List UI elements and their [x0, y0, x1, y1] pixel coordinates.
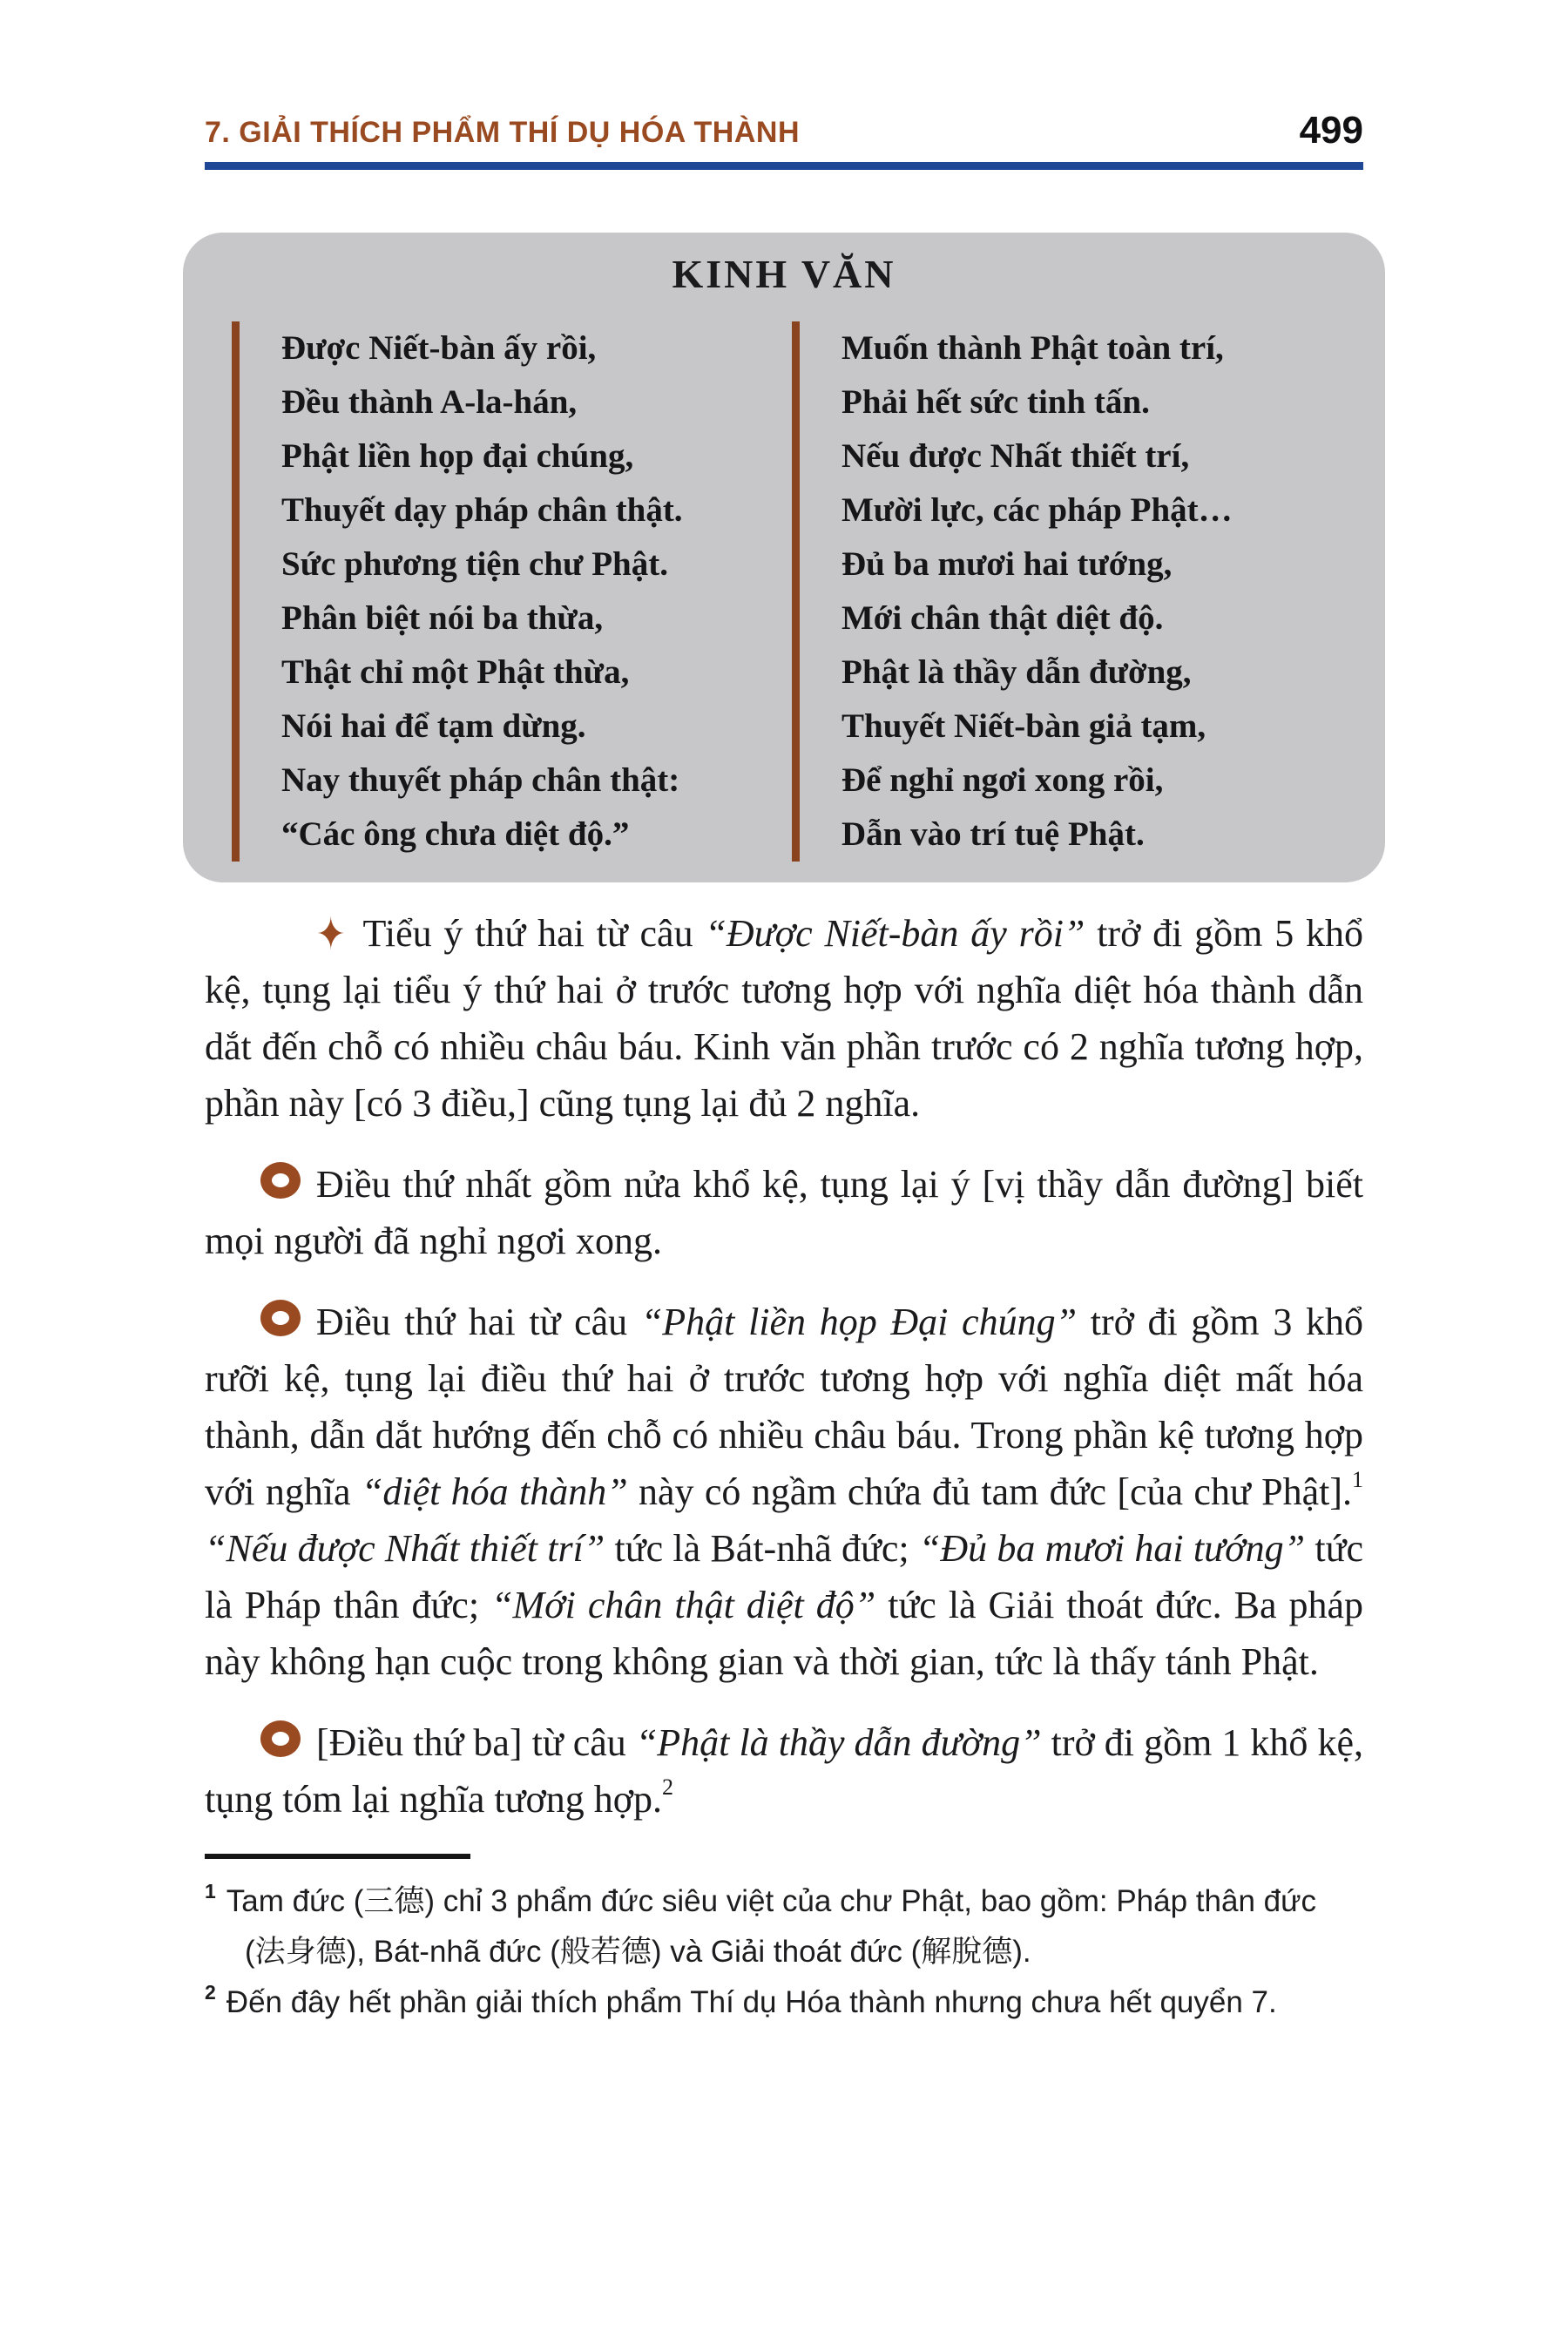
verse-line: Thuyết Niết-bàn giả tạm, [841, 707, 1206, 745]
verse-columns [232, 321, 1336, 862]
verse-line: Sức phương tiện chư Phật. [281, 545, 668, 583]
footnote-ref: 2 [662, 1774, 674, 1800]
verse-line: Phải hết sức tinh tấn. [841, 383, 1150, 421]
quoted-text: “diệt hóa thành” [361, 1470, 628, 1513]
verse-line: Nếu được Nhất thiết trí, [841, 437, 1190, 475]
quoted-text: “Mới chân thật diệt độ” [491, 1584, 876, 1626]
footnote-ref: 2 [205, 1981, 216, 2004]
ring-bullet-icon [260, 1720, 301, 1757]
verse-line: Mười lực, các pháp Phật… [841, 491, 1233, 529]
verse-line: Phật liền họp đại chúng, [281, 437, 634, 475]
ring-bullet-icon [260, 1162, 301, 1199]
footnote-text: Tam đức (三德) chỉ 3 phẩm đức siêu việt của chư Phật, bao gồm: Pháp thân đức (法身德), Bát-nhã đức (般若德) và Giải thoát đức (解脫德). [226, 1884, 1317, 1969]
verse-line: Được Niết-bàn ấy rồi, [281, 329, 597, 367]
verse-line: Phân biệt nói ba thừa, [281, 599, 604, 637]
verse-line: Mới chân thật diệt độ. [841, 599, 1164, 637]
verse-line: Thật chỉ một Phật thừa, [281, 653, 630, 691]
quoted-text: “Được Niết-bàn ấy rồi” [705, 912, 1085, 955]
verse-line: Muốn thành Phật toàn trí, [841, 329, 1224, 367]
footnote [205, 1876, 1363, 1977]
header-rule [205, 162, 1363, 170]
verse-line: Nói hai để tạm dừng. [281, 707, 586, 745]
body-text-segment: Điều thứ hai từ câu [316, 1301, 641, 1343]
footnote-text: Đến đây hết phần giải thích phẩm Thí dụ Hóa thành nhưng chưa hết quyển 7. [226, 1985, 1277, 2019]
body-paragraph: ✦ Tiểu ý thứ hai từ câu “Được Niết-bàn ấy rồi” trở đi gồm 5 khổ kệ, tụng lại tiểu ý thứ hai ở trước tương hợp với nghĩa diệt hóa thành dẫn dắt đến chỗ có nhiều châu báu. Kinh văn phần trước có 2 nghĩa tương hợp, phần này [có 3 điều,] cũng tụng lại đủ 2 nghĩa. [205, 909, 1364, 1125]
quoted-text: “Đủ ba mươi hai tướng” [918, 1527, 1306, 1570]
body-paragraphs [205, 905, 1363, 1828]
body-text-segment: Tiểu ý thứ hai từ câu [362, 912, 706, 955]
footnote-list [205, 1876, 1363, 2028]
verse-line: Nay thuyết pháp chân thật: [281, 761, 680, 799]
kinh-van-title: KINH VĂN [672, 252, 896, 296]
body-text-segment: trở đi gồm 1 khổ kệ, tụng tóm lại nghĩa tương hợp. [205, 1721, 1363, 1821]
verse-line: Đều thành A-la-hán, [281, 383, 578, 421]
verse-line: Để nghỉ ngơi xong rồi, [841, 761, 1164, 799]
body-text-segment: [Điều thứ ba] từ câu [316, 1721, 636, 1764]
footnote-divider [205, 1854, 470, 1859]
kinh-van-box [183, 233, 1385, 882]
verse-line: “Các ông chưa diệt độ.” [281, 815, 630, 853]
ring-bullet-icon [260, 1300, 301, 1336]
body-text-segment: trở đi gồm 3 khổ rưỡi kệ, tụng lại điều thứ hai ở trước tương hợp với nghĩa diệt mất hóa thành, dẫn dắt hướng đến chỗ có nhiều châu báu. Trong phần kệ tương hợp với nghĩa [205, 1301, 1363, 1513]
footnote-ref: 1 [1352, 1467, 1363, 1492]
page-number: 499 [1299, 109, 1363, 152]
verse-column-right [792, 321, 1336, 862]
body-text-segment: này có ngầm chứa đủ tam đức [của chư Phật]. [627, 1470, 1352, 1513]
body-paragraph [205, 1156, 1363, 1269]
verse-column-left [232, 321, 776, 862]
page-header [205, 109, 1363, 162]
footnote [205, 1977, 1363, 2028]
body-text-segment: Điều thứ nhất gồm nửa khổ kệ, tụng lại ý [vị thầy dẫn đường] biết mọi người đã nghỉ ngơi xong. [205, 1163, 1363, 1262]
footnotes-section [205, 1854, 1363, 2028]
body-text-segment: trở đi gồm 5 khổ kệ, tụng lại tiểu ý thứ hai ở trước tương hợp với nghĩa diệt hóa thành dẫn dắt đến chỗ có nhiều châu báu. Kinh văn phần trước có 2 nghĩa tương hợp, phần này [có 3 điều,] cũng tụng lại đủ 2 nghĩa. [205, 912, 1364, 1125]
footnote-ref: 1 [205, 1880, 216, 1903]
body-text-segment: tức là Pháp thân đức; [205, 1527, 1363, 1626]
chapter-title: 7. GIẢI THÍCH PHẨM THÍ DỤ HÓA THÀNH [205, 116, 801, 149]
quoted-text: “Phật liền họp Đại chúng” [640, 1301, 1078, 1343]
verse-line: Đủ ba mươi hai tướng, [841, 545, 1173, 583]
verse-line: Thuyết dạy pháp chân thật. [281, 491, 683, 529]
body-paragraph [205, 1714, 1363, 1828]
quoted-text: “Phật là thầy dẫn đường” [635, 1721, 1042, 1764]
body-text-segment: tức là Bát-nhã đức; [605, 1527, 919, 1570]
body-text-segment: tức là Giải thoát đức. Ba pháp này không hạn cuộc trong không gian và thời gian, tức là thấy tánh Phật. [205, 1584, 1364, 1683]
verse-line: Phật là thầy dẫn đường, [841, 653, 1192, 691]
quoted-text: “Nếu được Nhất thiết trí” [205, 1527, 605, 1570]
body-paragraph [205, 1294, 1363, 1690]
verse-line: Dẫn vào trí tuệ Phật. [841, 815, 1145, 853]
